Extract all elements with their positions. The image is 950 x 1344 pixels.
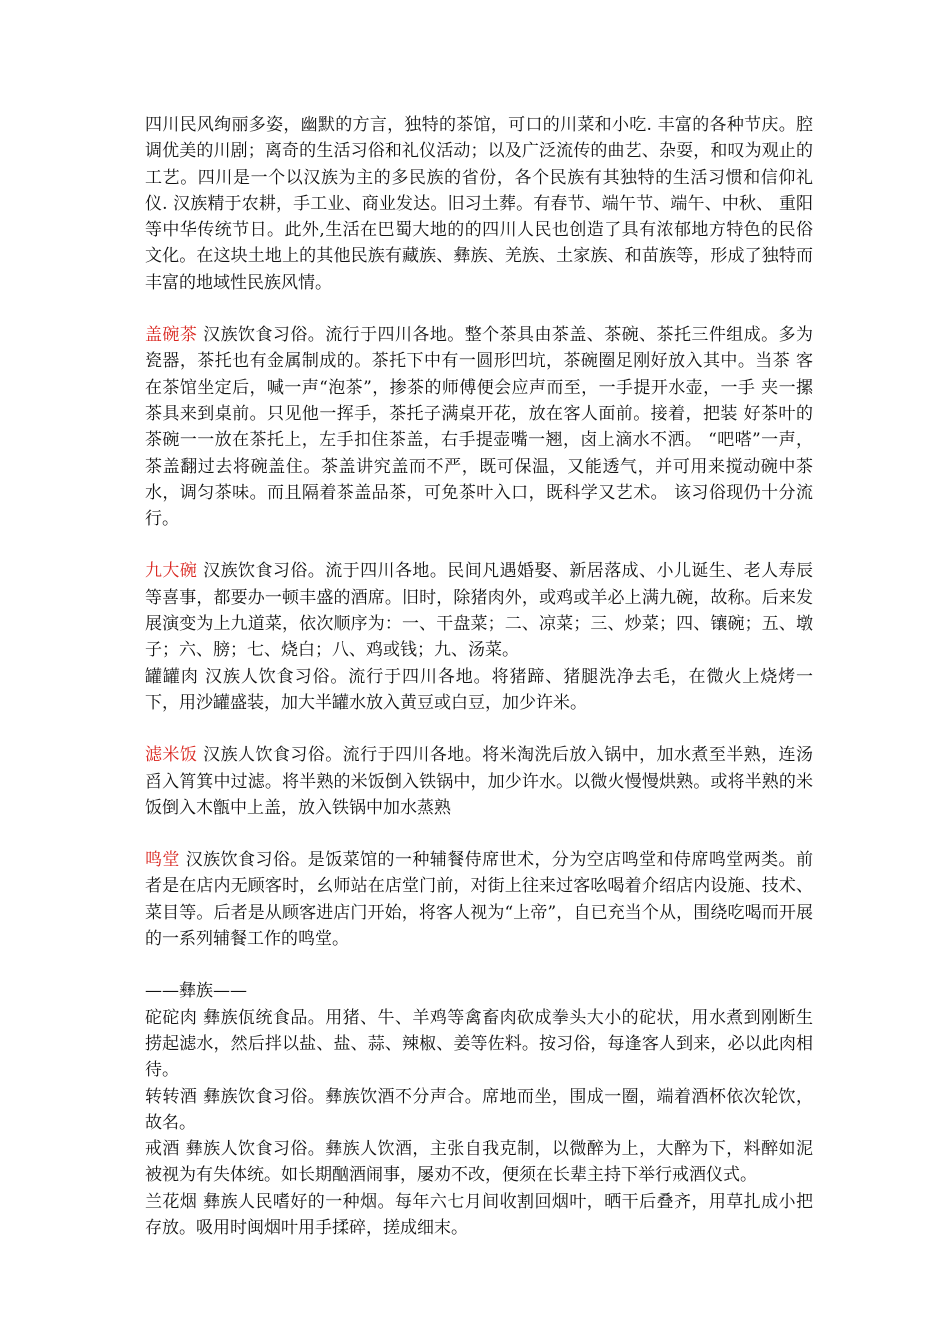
jiudawan-paragraph — [145, 558, 813, 663]
guanguanrou-term: 罐罐肉 — [145, 666, 199, 687]
yi-section-heading: ——彝族—— — [145, 981, 247, 1002]
gaiwancha-term: 盖碗茶 — [145, 325, 198, 346]
yi-item-lanhuayan: 兰花烟 彝族人民嗜好的一种烟。每年六七月间收割回烟叶，晒干后叠齐，用草扎成小把存放。吸用时闽烟叶用手揉碎，搓成细末。 — [145, 1191, 813, 1238]
guanguanrou-paragraph — [145, 664, 813, 717]
mingtang-text: 汉族饮食习俗。是饭菜馆的一种辅餐侍席世术，分为空店鸣堂和侍席鸣堂两类。前者是在店内无顾客时，幺师站在店堂门前，对街上往来过客吆喝着介绍店内设施、技术、菜目等。后者是从顾客进店门开始，将客人视为“上帝”，自已充当个从，围绕吃喝而开展的一系列辅餐工作的鸣堂。 — [145, 850, 813, 950]
guanguanrou-text: 汉族人饮食习俗。流行于四川各地。将猪蹄、猪腿洗净去毛，在微火上烧烤一下，用沙罐盛装，加大半罐水放入黄豆或白豆，加少许米。 — [145, 666, 814, 713]
jiudawan-text: 汉族饮食习俗。流于四川各地。民间凡遇婚娶、新居落成、小儿诞生、老人寿辰等喜事，都要办一顿丰盛的酒席。旧时，除猪肉外，或鸡或羊必上满九碗，故称。后来发展演变为上九道菜，依次顺序为：一、干盘菜；二、凉菜；三、炒菜；四、镶碗；五、墩子；六、膀；七、烧白；八、鸡或钱；九、汤菜。 — [145, 561, 813, 661]
document-body — [145, 112, 813, 1241]
yi-item-zhuanzhuanjiu: 转转酒 彝族饮食习俗。彝族饮酒不分声合。席地而坐，围成一圈，端着酒杯依次轮饮，故名。 — [145, 1086, 813, 1133]
yi-item-tuotuorou: 砣砣肉 彝族佤统食品。用猪、牛、羊鸡等禽畜肉砍成拳头大小的砣状，用水煮到刚断生捞起滤水，然后拌以盐、盐、蒜、辣椒、姜等佐料。按习俗，每逢客人到来，必以此肉相待。 — [145, 1007, 813, 1081]
yi-item-jiejiu: 戒酒 彝族人饮食习俗。彝族人饮酒，主张自我克制，以微醉为上，大醉为下，料醉如泥被视为有失体统。如长期酗酒闹事，屡劝不改，便须在长辈主持下举行戒酒仪式。 — [145, 1139, 813, 1186]
gaiwancha-paragraph — [145, 322, 813, 532]
mingtang-paragraph — [145, 847, 813, 952]
jiudawan-term: 九大碗 — [145, 561, 198, 582]
intro-paragraph: 四川民风绚丽多姿，幽默的方言，独特的茶馆，可口的川菜和小吃. 丰富的各种节庆。腔调优美的川剧；离奇的生活习俗和礼仪活动；以及广泛流传的曲艺、杂耍，和叹为观止的工艺。四川是一个以汉族为主的多民族的省份，各个民族有其独特的生活习惯和信仰礼仪. 汉族精于农耕，手工业、商业发达。旧习土葬。有春节、端午节、端午、中秋、 重阳等中华传统节日。此外,生活在巴蜀大地的的四川人民也创造了具有浓郁地方特色的民俗文化。在这块土地上的其他民族有藏族、彝族、羌族、土家族、和苗族等，形成了独特而丰富的地域性民族风情。 — [145, 115, 813, 293]
lumifan-paragraph — [145, 742, 813, 821]
gaiwancha-text: 汉族饮食习俗。流行于四川各地。整个茶具由茶盖、茶碗、茶托三件组成。多为瓷器，茶托也有金属制成的。茶托下中有一圆形凹坑，茶碗圈足刚好放入其中。当茶 客在茶馆坐定后，喊一声“泡茶”，掺茶的师傅便会应声而至，一手提开水壶，一手 夹一摞茶具来到桌前。只见他一挥手，茶托子满桌开花，放在客人面前。接着，把装 好茶叶的茶碗一一放在茶托上，左手扣住茶盖，右手提壶嘴一翘，卤上滴水不洒。 “吧嗒”一声，茶盖翻过去将碗盖住。茶盖讲究盖而不严，既可保温，又能透气，并可用来搅动碗中茶水，调匀茶味。而且隔着茶盖品茶，可免茶叶入口，既科学又艺术。 该习俗现仍十分流行。 — [145, 325, 813, 530]
lumifan-term: 滤米饭 — [145, 745, 198, 766]
mingtang-term: 鸣堂 — [145, 850, 180, 871]
lumifan-text: 汉族人饮食习俗。流行于四川各地。将米淘洗后放入锅中，加水煮至半熟，连汤舀入筲箕中过滤。将半熟的米饭倒入铁锅中，加少许水。以微火慢慢烘熟。或将半熟的米饭倒入木甑中上盖，放入铁锅中加水蒸熟 — [145, 745, 813, 818]
